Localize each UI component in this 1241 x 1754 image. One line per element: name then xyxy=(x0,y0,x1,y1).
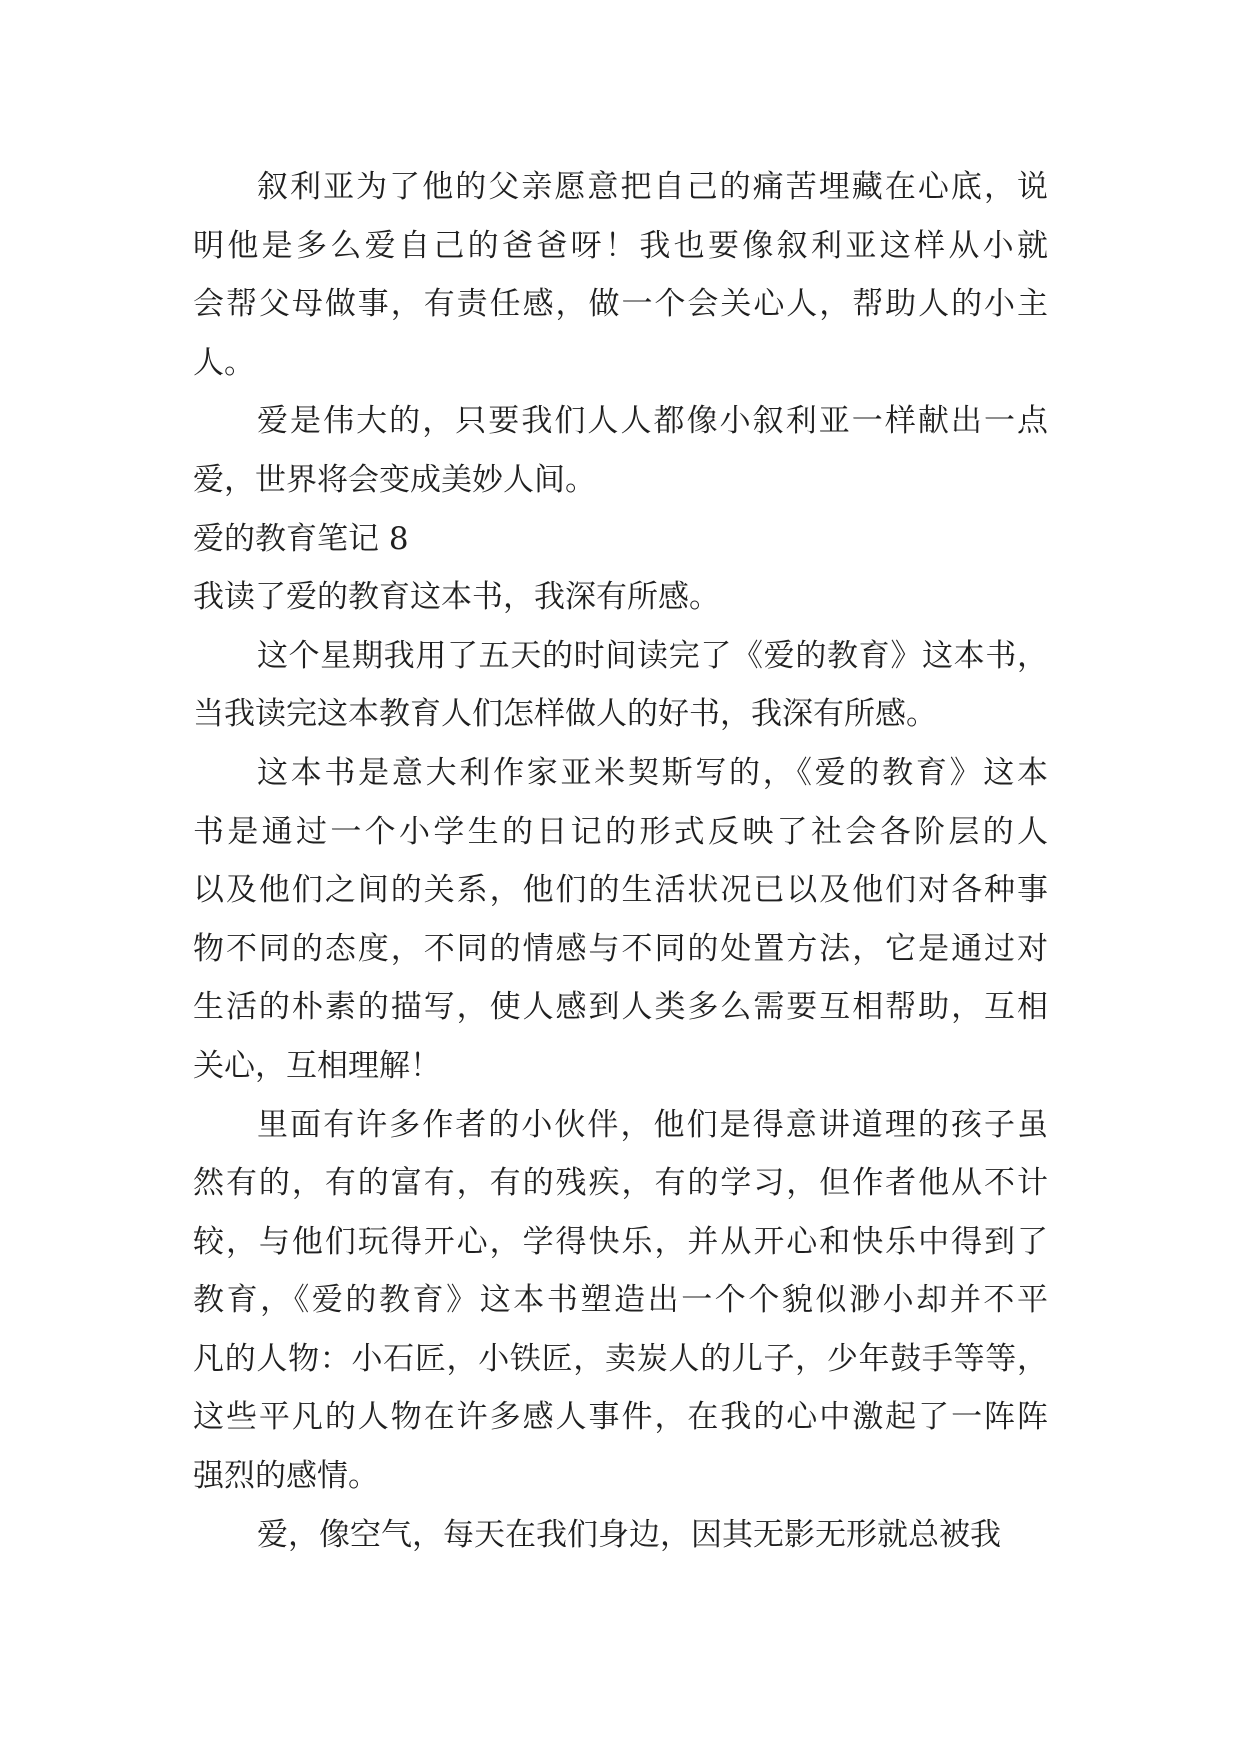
paragraph xyxy=(193,627,1048,744)
text-line: 里面有许多作者的小伙伴，他们是得意讲道理的孩子虽 xyxy=(257,1106,1048,1143)
paragraph xyxy=(193,392,1048,509)
document-body xyxy=(193,158,1048,1564)
text-line: 当我读完这本教育人们怎样做人的好书，我深有所感。 xyxy=(193,696,937,733)
section-heading xyxy=(193,510,1048,569)
text-line: 以及他们之间的关系，他们的生活状况已以及他们对各种事 xyxy=(193,872,1048,909)
heading-text: 爱的教育笔记 8 xyxy=(193,520,409,557)
text-line: 物不同的态度，不同的情感与不同的处置方法，它是通过对 xyxy=(193,930,1048,967)
text-line: 凡的人物：小石匠，小铁匠，卖炭人的儿子，少年鼓手等等， xyxy=(193,1340,1048,1377)
text-line: 生活的朴素的描写，使人感到人类多么需要互相帮助，互相 xyxy=(193,989,1048,1026)
text-line: 较，与他们玩得开心，学得快乐，并从开心和快乐中得到了 xyxy=(193,1223,1048,1260)
text-line: 书是通过一个小学生的日记的形式反映了社会各阶层的人 xyxy=(193,813,1048,850)
text-line: 爱，世界将会变成美妙人间。 xyxy=(193,461,596,498)
text-line: 强烈的感情。 xyxy=(193,1458,379,1495)
text-line: 教育，《爱的教育》这本书塑造出一个个貌似渺小却并不平 xyxy=(193,1282,1048,1319)
text-line: 我读了爱的教育这本书，我深有所感。 xyxy=(193,579,720,616)
paragraph xyxy=(193,1506,1048,1565)
paragraph xyxy=(193,158,1048,392)
paragraph xyxy=(193,744,1048,1096)
text-line: 关心，互相理解！ xyxy=(193,1047,441,1084)
text-line: 这本书是意大利作家亚米契斯写的，《爱的教育》这本 xyxy=(257,754,1048,791)
paragraph xyxy=(193,1096,1048,1506)
text-line: 叙利亚为了他的父亲愿意把自己的痛苦埋藏在心底，说 xyxy=(257,169,1048,205)
text-line: 会帮父母做事，有责任感，做一个会关心人，帮助人的小主 xyxy=(193,286,1048,323)
text-line: 然有的，有的富有，有的残疾，有的学习，但作者他从不计 xyxy=(193,1165,1048,1202)
text-line: 这个星期我用了五天的时间读完了《爱的教育》这本书， xyxy=(257,637,1048,674)
text-line: 爱，像空气，每天在我们身边，因其无影无形就总被我 xyxy=(257,1516,1001,1553)
text-line: 明他是多么爱自己的爸爸呀！我也要像叙利亚这样从小就 xyxy=(193,227,1048,264)
text-line: 人。 xyxy=(193,344,255,381)
paragraph xyxy=(193,568,1048,627)
text-line: 爱是伟大的，只要我们人人都像小叙利亚一样献出一点 xyxy=(257,403,1048,440)
text-line: 这些平凡的人物在许多感人事件，在我的心中激起了一阵阵 xyxy=(193,1399,1048,1436)
